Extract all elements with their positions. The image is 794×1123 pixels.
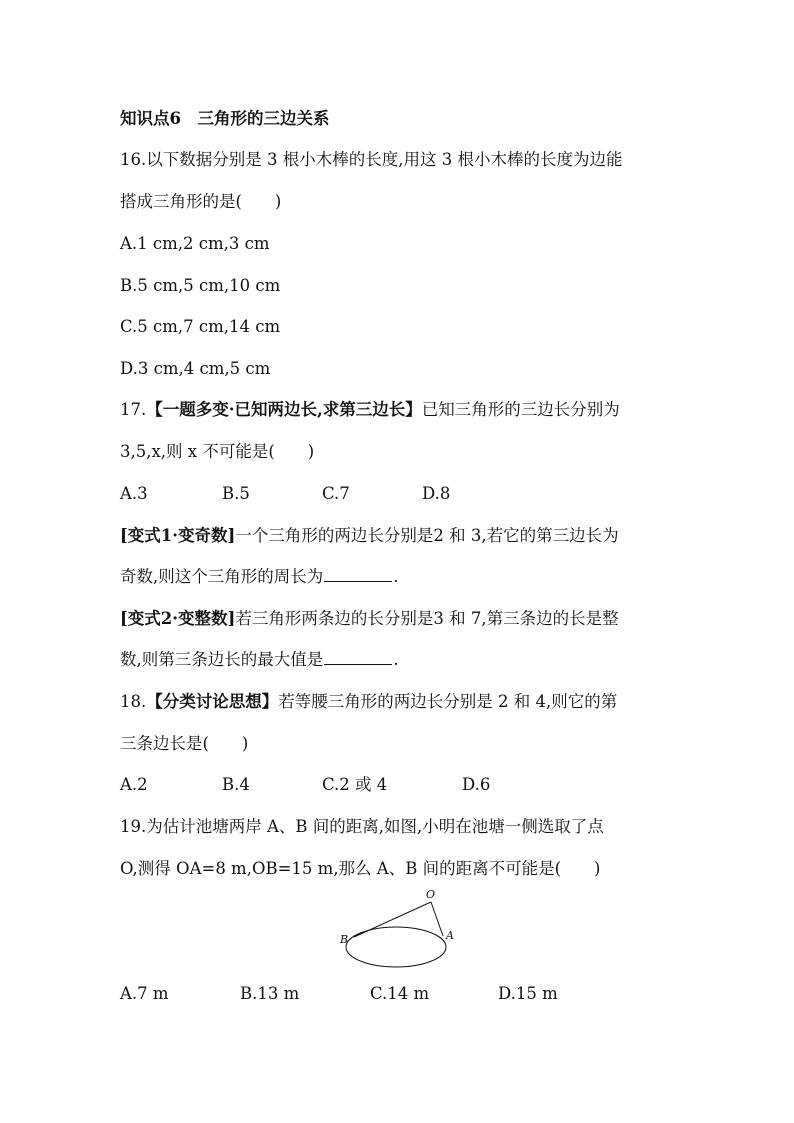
q19-option-b: B.13 m: [240, 984, 300, 1003]
q18-option-d: D.6: [462, 775, 491, 794]
q17-tag: 【一题多变·已知两边长,求第三边长】: [146, 400, 422, 419]
variant2-text2: 数,则第三条边长的最大值是: [120, 650, 324, 669]
q18-number: 18.: [120, 692, 147, 711]
variant2-text1: 若三角形两条边的长分别是3 和 7,第三条边的长是整: [235, 609, 619, 628]
variant2-tag: [变式2·变整数]: [120, 609, 236, 628]
q18-stem-line2: 三条边长是( ): [120, 734, 249, 753]
segment-oa: [431, 902, 443, 936]
segment-ob: [354, 902, 431, 937]
label-b: B: [340, 933, 349, 946]
q17-number: 17.: [120, 400, 147, 419]
q17-option-d: D.8: [422, 484, 451, 503]
variant1-answer-blank[interactable]: [324, 565, 392, 582]
variant1-text1: 一个三角形的两边长分别是2 和 3,若它的第三边长为: [235, 526, 619, 545]
variant2-end: .: [393, 650, 399, 669]
q16-option-d: D.3 cm,4 cm,5 cm: [120, 359, 271, 378]
pond-figure: [330, 885, 470, 975]
variant1-line2: [120, 565, 690, 589]
variant2-line1: [120, 607, 690, 631]
variant1-text2: 奇数,则这个三角形的周长为: [120, 567, 324, 586]
q19-stem-line1: 19.为估计池塘两岸 A、B 间的距离,如图,小明在池塘一侧选取了点: [120, 817, 604, 836]
q18-option-a: A.2: [120, 775, 148, 794]
q18-stem-line1: [120, 690, 690, 714]
q19-option-a: A.7 m: [120, 984, 169, 1003]
variant1-line1: [120, 524, 690, 548]
q18-option-c: C.2 或 4: [322, 775, 388, 794]
variant1-end: .: [393, 567, 399, 586]
q16-stem-line2: 搭成三角形的是( ): [120, 192, 282, 211]
label-a: A: [446, 929, 454, 942]
label-o: O: [426, 888, 436, 901]
q19-option-c: C.14 m: [370, 984, 430, 1003]
q17-option-a: A.3: [120, 484, 148, 503]
q19-option-d: D.15 m: [498, 984, 558, 1003]
pond-ellipse: [346, 927, 446, 967]
q17-stem-line1: [120, 398, 690, 422]
variant2-answer-blank[interactable]: [324, 648, 392, 665]
q18-tag: 【分类讨论思想】: [146, 692, 279, 711]
q16-option-a: A.1 cm,2 cm,3 cm: [120, 234, 270, 253]
q18-option-b: B.4: [222, 775, 250, 794]
q16-option-c: C.5 cm,7 cm,14 cm: [120, 317, 281, 336]
q17-stem-line2: 3,5,x,则 x 不可能是( ): [120, 442, 315, 461]
q19-stem-line2: O,测得 OA=8 m,OB=15 m,那么 A、B 间的距离不可能是( ): [120, 859, 601, 878]
q16-option-b: B.5 cm,5 cm,10 cm: [120, 276, 281, 295]
q18-stem-rest: 若等腰三角形的两边长分别是 2 和 4,则它的第: [278, 692, 618, 711]
q17-option-b: B.5: [222, 484, 250, 503]
q17-stem-rest: 已知三角形的三边长分别为: [421, 400, 620, 419]
variant2-line2: [120, 648, 690, 672]
q17-option-c: C.7: [322, 484, 350, 503]
section-title: 知识点6 三角形的三边关系: [120, 109, 330, 128]
variant1-tag: [变式1·变奇数]: [120, 526, 236, 545]
q16-stem-line1: 16.以下数据分别是 3 根小木棒的长度,用这 3 根小木棒的长度为边能: [120, 150, 623, 169]
